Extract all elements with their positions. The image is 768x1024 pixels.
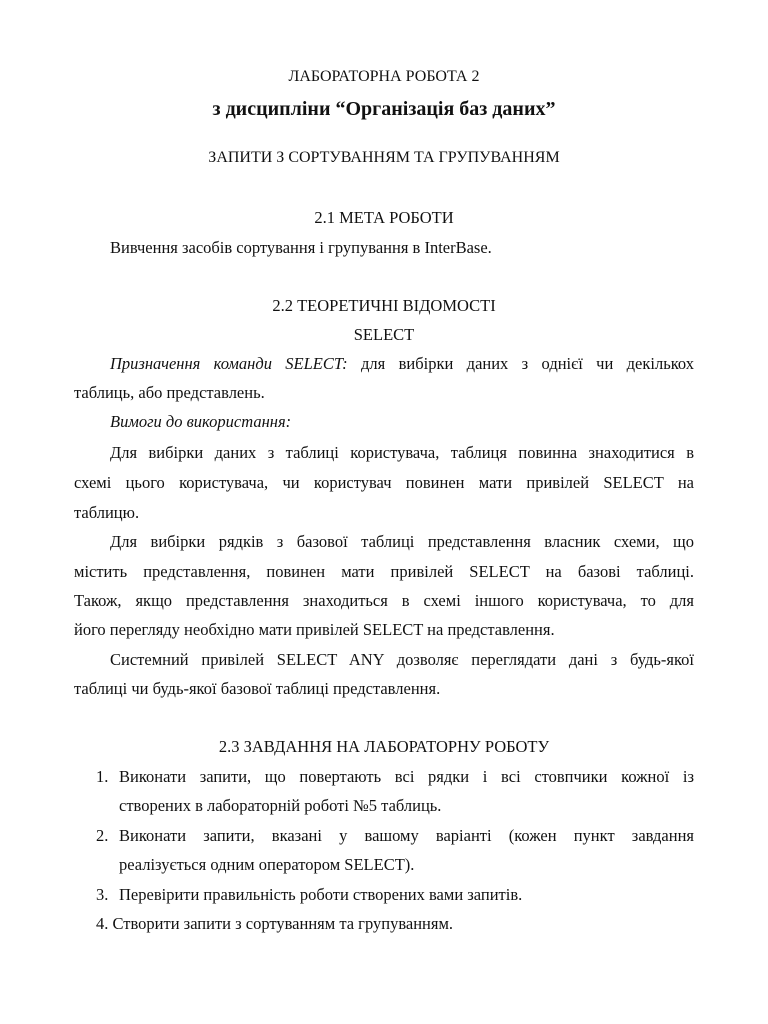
purpose-text: для вибірки даних з однієї чи декількох [347,354,694,373]
theory-heading: 2.2 ТЕОРЕТИЧНІ ВІДОМОСТІ [272,296,496,315]
task-1-line-2: створених в лабораторній роботі №5 таблиць. [119,796,442,815]
purpose-line-2: таблиць, або представлень. [74,383,265,402]
task-2-line-1: Виконати запити, вказані у вашому варіанті (кожен пункт завдання [119,826,694,845]
paragraph-1-line-3: таблицю. [74,503,140,522]
task-2-line-2: реалізується одним оператором SELECT). [119,855,415,874]
goal-heading: 2.1 МЕТА РОБОТИ [314,208,454,227]
task-2-number: 2. [96,826,109,845]
goal-text: Вивчення засобів сортування і групування в InterBase. [110,238,492,257]
requirements-label: Вимоги до використання: [110,412,292,431]
paragraph-2-line-3: Також, якщо представлення знаходиться в схемі іншого користувача, то для [74,591,694,610]
paragraph-1-line-1: Для вибірки даних з таблиці користувача, таблиця повинна знаходитися в [110,443,694,462]
task-1-number: 1. [96,767,109,786]
task-3-line-1: Перевірити правильність роботи створених вами запитів. [119,885,523,904]
discipline-title: з дисципліни “Організація баз даних” [212,98,556,120]
task-1-line-1: Виконати запити, що повертають всі рядки і всі стовпчики кожної із [119,767,694,786]
lab-title: ЛАБОРАТОРНА РОБОТА 2 [288,68,480,85]
paragraph-3-line-2: таблиці чи будь-якої базової таблиці представлення. [74,679,441,698]
paragraph-2-line-2: містить представлення, повинен мати привілей SELECT на базові таблиці. [74,562,694,581]
paragraph-3-line-1: Системний привілей SELECT ANY дозволяє переглядати дані з будь-якої [110,650,694,669]
paragraph-2-line-4: його перегляду необхідно мати привілей SELECT на представлення. [74,620,555,639]
task-4-line: 4. Створити запити з сортуванням та групуванням. [96,914,454,933]
purpose-line [110,354,694,374]
tasks-heading: 2.3 ЗАВДАННЯ НА ЛАБОРАТОРНУ РОБОТУ [218,737,550,756]
theory-subheading: SELECT [353,325,415,344]
paragraph-2-line-1: Для вибірки рядків з базової таблиці представлення власник схеми, що [110,532,694,551]
task-3-number: 3. [96,885,109,904]
purpose-label: Призначення команди SELECT: [110,354,348,373]
topic-title: ЗАПИТИ З СОРТУВАННЯМ ТА ГРУПУВАННЯМ [208,149,560,166]
paragraph-1-line-2: схемі цього користувача, чи користувач повинен мати привілей SELECT на [74,473,694,492]
